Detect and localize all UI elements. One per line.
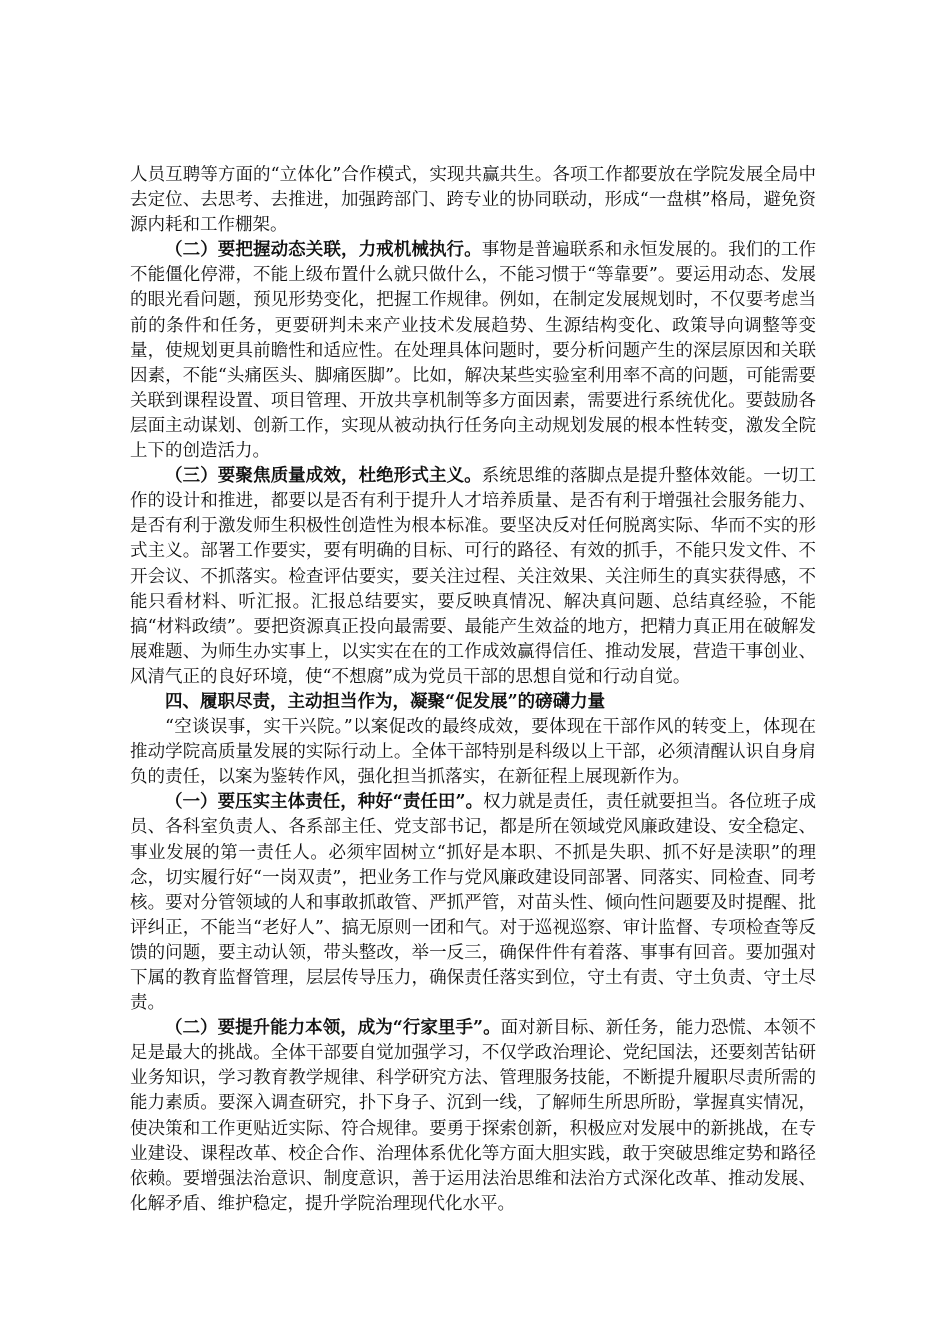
section-heading-text: 四、履职尽责，主动担当作为，凝聚“促发展”的磅礴力量 <box>165 691 606 712</box>
document-body <box>130 163 816 1217</box>
paragraph-5 <box>130 790 816 1016</box>
paragraph-text: 权力就是责任，责任就要担当。各位班子成员、各科室负责人、各系部主任、党支部书记，都是所在领域党风廉政建设、安全稳定、事业发展的第一责任人。必须牢固树立“抓好是本职、不抓是失职、抓不好是渎职”的理念，切实履行好“一岗双责”，把业务工作与党风廉政建设同部署、同落实、同检查、同考核。要对分管领域的人和事敢抓敢管、严抓严管，对苗头性、倾向性问题要及时提醒、批评纠正，不能当“老好人”、搞无原则一团和气。对于巡视巡察、审计监督、专项检查等反馈的问题，要主动认领，带头整改，举一反三，确保件件有着落、事事有回音。要加强对下属的教育监督管理，层层传导压力，确保责任落实到位，守土有责、守土负责、守土尽责。 <box>130 792 816 1014</box>
paragraph-4 <box>130 715 816 790</box>
paragraph-2 <box>130 238 816 464</box>
paragraph-1 <box>130 163 816 238</box>
paragraph-text: 面对新目标、新任务，能力恐慌、本领不足是最大的挑战。全体干部要自觉加强学习，不仅学政治理论、党纪国法，还要刻苦钻研业务知识，学习教育教学规律、科学研究方法、管理服务技能，不断提升履职尽责所需的能力素质。要深入调查研究，扑下身子、沉到一线，了解师生所思所盼，掌握真实情况，使决策和工作更贴近实际、符合规律。要勇于探索创新，积极应对发展中的新挑战，在专业建设、课程改革、校企合作、治理体系优化等方面大胆实践，敢于突破思维定势和路径依赖。要增强法治意识、制度意识，善于运用法治思维和法治方式深化改革、推动发展、化解矛盾、维护稳定，提升学院治理现代化水平。 <box>130 1018 817 1214</box>
paragraph-text: 人员互聘等方面的“立体化”合作模式，实现共赢共生。各项工作都要放在学院发展全局中去定位、去思考、去推进，加强跨部门、跨专业的协同联动，形成“一盘棋”格局，避免资源内耗和工作棚架。 <box>130 165 816 236</box>
paragraph-text: “空谈误事，实干兴院。”以案促改的最终成效，要体现在干部作风的转变上，体现在推动学院高质量发展的实际行动上。全体干部特别是科级以上干部，必须清醒认识自身肩负的责任，以案为鉴转作风，强化担当抓落实，在新征程上展现新作为。 <box>130 717 816 788</box>
paragraph-lead: （三）要聚焦质量成效，杜绝形式主义。 <box>165 466 482 487</box>
paragraph-3 <box>130 464 816 690</box>
paragraph-lead: （二）要提升能力本领，成为“行家里手”。 <box>165 1018 501 1039</box>
paragraph-6 <box>130 1016 816 1217</box>
paragraph-text: 事物是普遍联系和永恒发展的。我们的工作不能僵化停滞，不能上级布置什么就只做什么，不能习惯于“等靠要”。要运用动态、发展的眼光看问题，预见形势变化，把握工作规律。例如，在制定发展规划时，不仅要考虑当前的条件和任务，更要研判未来产业技术发展趋势、生源结构变化、政策导向调整等变量，使规划更具前瞻性和适应性。在处理具体问题时，要分析问题产生的深层原因和关联因素，不能“头痛医头、脚痛医脚”。比如，解决某些实验室利用率不高的问题，可能需要关联到课程设置、项目管理、开放共享机制等多方面因素，需要进行系统优化。要鼓励各层面主动谋划、创新工作，实现从被动执行任务向主动规划发展的根本性转变，激发全院上下的创造活力。 <box>130 240 816 462</box>
paragraph-lead: （一）要压实主体责任，种好“责任田”。 <box>165 792 484 813</box>
section-heading <box>130 690 816 715</box>
paragraph-text: 系统思维的落脚点是提升整体效能。一切工作的设计和推进，都要以是否有利于提升人才培养质量、是否有利于增强社会服务能力、是否有利于激发师生积极性创造性为根本标准。要坚决反对任何脱离实际、华而不实的形式主义。部署工作要实，要有明确的目标、可行的路径、有效的抓手，不能只发文件、不开会议、不抓落实。检查评估要实，要关注过程、关注效果、关注师生的真实获得感，不能只看材料、听汇报。汇报总结要实，要反映真情况、解决真问题、总结真经验，不能搞“材料政绩”。要把资源真正投向最需要、最能产生效益的地方，把精力真正用在破解发展难题、为师生办实事上，以实实在在的工作成效赢得信任、推动发展，营造干事创业、风清气正的良好环境，使“不想腐”成为党员干部的思想自觉和行动自觉。 <box>130 466 816 687</box>
paragraph-lead: （二）要把握动态关联，力戒机械执行。 <box>165 240 482 261</box>
